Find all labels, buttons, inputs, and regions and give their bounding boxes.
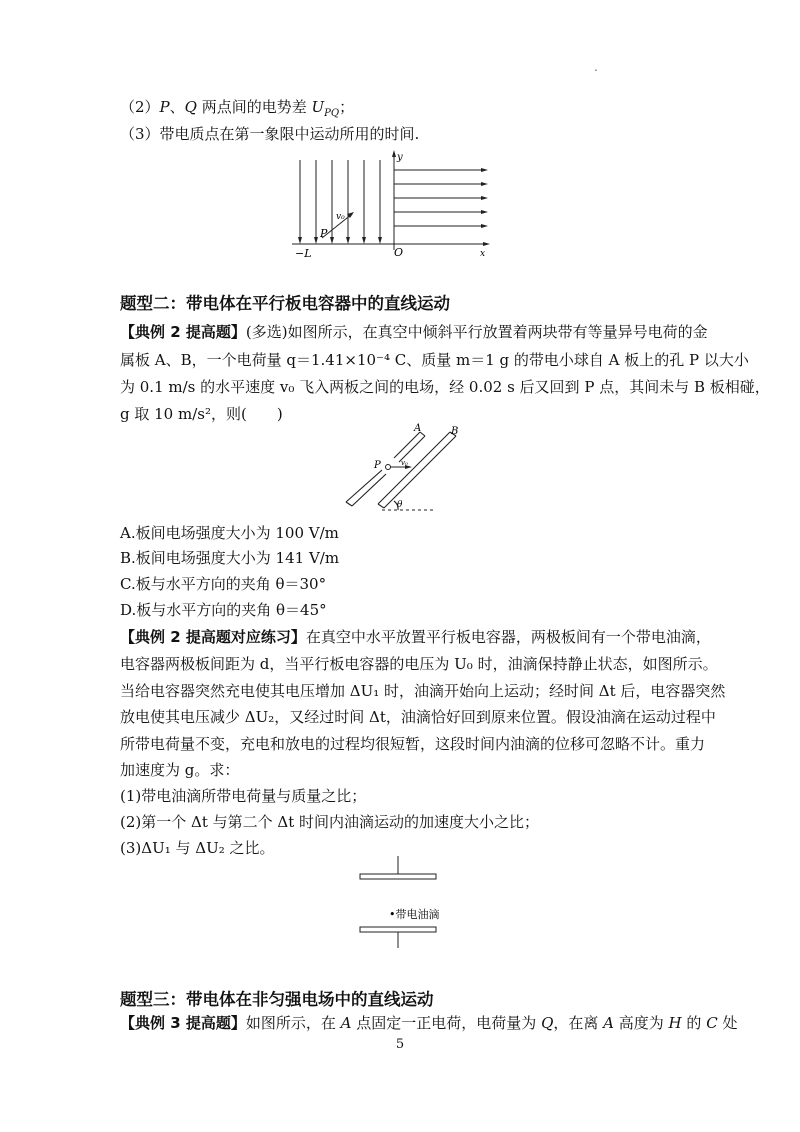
fig1-origin-label: O	[394, 246, 404, 259]
practice-line-3: 当给电容器突然充电使其电压增加 ΔU₁ 时，油滴开始向上运动；经时间 Δt 后，电容器突然	[120, 682, 726, 700]
option-c: C.板与水平方向的夹角 θ＝30°	[120, 575, 327, 593]
practice-line-4: 放电使其电压减少 ΔU₂，又经过时间 Δt，油滴恰好回到原来位置。假设油滴在运动过程中	[120, 708, 716, 726]
example-3-line-1: 【典例 3 提高题】如图所示，在 A 点固定一正电荷，电荷量为 Q，在离 A 高度为 H 的 C 处	[120, 1014, 738, 1032]
fig1-neg-l-label: −L	[295, 247, 312, 260]
practice-line-5: 所带电荷量不变，充电和放电的过程均很短暂，这段时间内油滴的位移可忽略不计。重力	[120, 735, 706, 753]
practice-line-6: 加速度为 g。求：	[120, 761, 240, 779]
fig1-x-label: x	[480, 249, 486, 259]
heading-type-2: 题型二：带电体在平行板电容器中的直线运动	[120, 294, 450, 313]
practice-question-1: (1)带电油滴所带电荷量与质量之比；	[120, 787, 367, 805]
option-b: B.板间电场强度大小为 141 V/m	[120, 549, 340, 567]
fig1-p-label: P	[320, 227, 328, 240]
question-3: （3）带电质点在第一象限中运动所用的时间.	[120, 125, 420, 143]
fig1-y-label: y	[397, 152, 403, 163]
example-2-line-3: 为 0.1 m/s 的水平速度 v₀ 飞入两板之间的电场，经 0.02 s 后又回到 P 点，其间未与 B 板相碰，	[120, 378, 770, 396]
fig2-p-label: P	[374, 460, 381, 471]
fig1-v0-label: v₀	[336, 212, 345, 222]
practice-question-3: (3)ΔU₁ 与 ΔU₂ 之比。	[120, 839, 275, 857]
example-2-line-2: 属板 A、B，一个电荷量 q＝1.41×10⁻⁴ C、质量 m＝1 g 的带电小球自 A 板上的孔 P 以大小	[120, 351, 749, 369]
page-number: 5	[395, 1037, 405, 1052]
corner-dot: .	[594, 60, 598, 74]
fig2-v0-label: v₀	[401, 459, 408, 467]
option-a: A.板间电场强度大小为 100 V/m	[120, 524, 339, 542]
option-d: D.板与水平方向的夹角 θ＝45°	[120, 601, 327, 619]
heading-type-3: 题型三：带电体在非匀强电场中的直线运动	[120, 990, 434, 1009]
fig3-droplet-label: •带电油滴	[389, 908, 440, 921]
practice-question-2: (2)第一个 Δt 与第二个 Δt 时间内油滴运动的加速度大小之比；	[120, 813, 540, 831]
practice-line-2: 电容器两极板间距为 d，当平行板电容器的电压为 U₀ 时，油滴保持静止状态，如图所示。	[120, 655, 718, 673]
example-2-line-4: g 取 10 m/s²，则( )	[120, 405, 283, 423]
example-2-line-1: 【典例 2 提高题】(多选)如图所示，在真空中倾斜平行放置着两块带有等量异号电荷的金	[120, 323, 708, 341]
practice-line-1: 【典例 2 提高题对应练习】在真空中水平放置平行板电容器，两极板间有一个带电油滴，	[120, 628, 711, 646]
fig2-a-label: A	[414, 423, 422, 434]
fig2-b-label: B	[451, 426, 459, 437]
question-2: （2）P、Q 两点间的电势差 $U_{PQ}$；	[120, 98, 355, 119]
fig2-theta-label: θ	[397, 500, 403, 510]
